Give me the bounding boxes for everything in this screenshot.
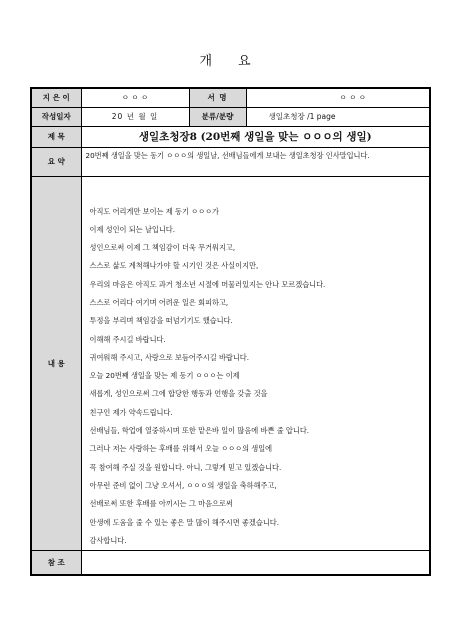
page-title-char-1: 개 (199, 54, 212, 69)
content-line: 스스로 어리다 여기며 어려운 일은 회피하고, (89, 297, 229, 307)
summary-value: 20번째 생일을 맞는 동기 ㅇㅇㅇ의 생일날, 선배님들에게 보내는 생일초청장 인사말입니다. (81, 147, 430, 176)
subject-label: 제 목 (31, 126, 81, 147)
category-value: 생일초청장 /1 page (246, 107, 430, 126)
author-value: ㅇ ㅇ ㅇ (81, 88, 189, 107)
summary-label: 요 약 (31, 147, 81, 176)
page-title-char-2: 요 (238, 54, 251, 69)
date-row (31, 107, 430, 126)
content-line: 아무런 준비 없이 그냥 오셔서, ㅇㅇㅇ의 생일을 축하해주고, (89, 480, 277, 490)
content-row (31, 176, 430, 551)
author-label: 지 은 이 (31, 88, 81, 107)
date-value: 20 년 월 일 (81, 107, 189, 126)
signature-label: 서 명 (189, 88, 246, 107)
content-line: 스스로 삶도 계척해나가야 할 시기인 것은 사실이지만, (89, 261, 259, 271)
author-row (31, 88, 430, 107)
content-line: 그러나 저는 사랑하는 후배를 위해서 오늘 ㅇㅇㅇ의 생일에 (89, 444, 273, 454)
content-line: 아직도 어리게만 보이는 제 동기 ㅇㅇㅇ가 (89, 206, 219, 216)
content-line: 선배로써 또한 후배를 아끼시는 그 마음으로써 (89, 499, 233, 509)
content-line: 투정을 부리며 책임감을 떠넘기기도 했습니다. (89, 316, 233, 326)
content-line: 안생에 도움을 줄 수 있는 좋은 말 많이 해주시면 좋겠습니다. (89, 517, 279, 527)
content-body (81, 176, 430, 551)
content-line: 감사합니다. (89, 535, 127, 545)
signature-value: ㅇ ㅇ ㅇ (246, 88, 430, 107)
content-line: 이해해 주시길 바랍니다. (89, 334, 166, 344)
content-line: 이제 성인이 되는 날입니다. (89, 224, 176, 234)
subject-value: 생일초청장8 (20번째 생일을 맞는 ㅇㅇㅇ의 생일) (81, 126, 430, 147)
reference-value (81, 551, 430, 575)
content-line: 귀여워해 주시고, 사랑으로 보듬어주시길 바랍니다. (89, 352, 250, 362)
content-line: 새롭게, 성인으로써 그에 합당한 행동과 언행을 갖출 것을 (89, 389, 268, 399)
content-line: 선배님들, 학업에 열중하시며 또한 맡은바 일이 많음에 바쁜 줄 압니다. (89, 426, 310, 436)
subject-row (31, 126, 430, 147)
reference-label: 참 조 (31, 551, 81, 575)
reference-row (31, 551, 430, 575)
content-line: 성인으로써 이제 그 책임감이 더욱 무거워지고, (89, 243, 236, 253)
summary-row (31, 147, 430, 176)
page-title (0, 50, 450, 69)
date-label: 작성일자 (31, 107, 81, 126)
content-line: 꼭 참여해 주실 것을 원합니다. 아니, 그렇게 믿고 있겠습니다. (89, 462, 282, 472)
content-line: 오늘 20번째 생일을 맞는 제 동기 ㅇㅇㅇ는 이제 (89, 371, 240, 381)
overview-form (30, 87, 431, 576)
content-line: 우리의 마음은 아직도 과거 청소년 시절에 머물러있지는 안나 모르겠습니다. (89, 279, 326, 289)
category-label: 분류/분량 (189, 107, 246, 126)
content-label: 내 용 (31, 176, 81, 551)
content-line: 친구인 제가 약속드립니다. (89, 407, 173, 417)
